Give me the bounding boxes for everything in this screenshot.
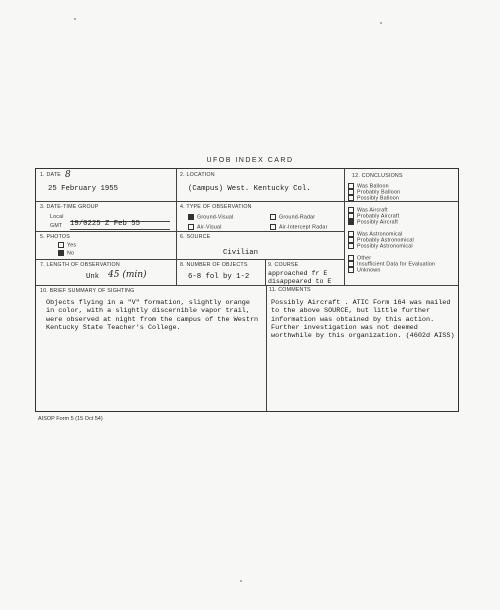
conclusion-item-label: Probably Astronomical <box>357 237 414 244</box>
course-value-line2: disappeared to E <box>268 278 332 285</box>
card-title: UFOB INDEX CARD <box>206 157 294 164</box>
location-value: (Campus) West. Kentucky Col. <box>188 185 311 193</box>
conclusion-item-label: Was Aircraft <box>357 207 388 214</box>
dtg-label: 3. DATE-TIME GROUP <box>40 204 99 210</box>
location-label: 2. LOCATION <box>180 172 215 178</box>
date-value: 25 February 1955 <box>48 185 119 193</box>
conclusion-item <box>348 219 398 225</box>
conclusion-item-label: Possibly Balloon <box>357 195 400 202</box>
dtg-local-label: Local <box>50 214 64 220</box>
photos-label: 5. PHOTOS <box>40 234 70 240</box>
type-ground-radar: Ground-Radar <box>270 214 315 220</box>
source-label: 6. SOURCE <box>180 234 211 240</box>
conclusion-checkbox <box>348 267 354 273</box>
conclusion-checkbox <box>348 195 354 201</box>
photos-yes: Yes <box>58 242 76 248</box>
conclusion-item-label: Was Astronomical <box>357 231 403 238</box>
type-label: 4. TYPE OF OBSERVATION <box>180 204 252 210</box>
summary-label: 10. BRIEF SUMMARY OF SIGHTING <box>40 288 135 294</box>
conclusion-item-label: Probably Balloon <box>357 189 401 196</box>
date-label: 1. DATE <box>40 172 62 178</box>
conclusion-item-label: Possibly Astronomical <box>357 243 413 250</box>
date-handwritten: 8 <box>65 170 71 180</box>
conclusion-item-label: Probably Aircraft <box>357 213 400 220</box>
conclusion-item-label: Insufficient Data for Evaluation <box>357 261 436 268</box>
length-handwritten: 45 (min) <box>108 270 147 280</box>
conclusion-item-label: Unknown <box>357 267 381 274</box>
comments-text: Possibly Aircraft . ATIC Form 164 was mailed to the above SOURCE, but little further information was obtained by this action. Further investigation was not deemed worthwhile by this organization. (4602d AISS) <box>271 299 455 341</box>
conclusion-item-label: Other <box>357 255 372 262</box>
photos-no: No <box>58 250 74 256</box>
type-air-intercept-radar: Air-Intercept Radar <box>270 224 328 230</box>
ufob-index-card <box>35 168 459 412</box>
conclusion-item <box>348 267 380 273</box>
conclusion-item <box>348 243 413 249</box>
dtg-gmt-label: GMT <box>50 223 63 229</box>
conclusions-label: 12. CONCLUSIONS <box>352 173 403 179</box>
course-value-line1: approached fr E <box>268 270 328 277</box>
comments-label: 11. COMMENTS <box>269 287 311 293</box>
dtg-gmt-value: 19/0225 Z Feb 55 <box>70 220 141 228</box>
conclusion-checkbox <box>348 219 354 225</box>
length-label: 7. LENGTH OF OBSERVATION <box>40 262 120 268</box>
form-number: AISOP Form 5 (15 Oct 54) <box>38 416 103 422</box>
type-air-visual: Air-Visual <box>188 224 222 230</box>
type-ground-visual: Ground-Visual <box>188 214 233 220</box>
conclusion-item-label: Was Balloon <box>357 183 389 190</box>
summary-text: Objects flying in a "V" formation, slightly orange in color, with a slightly discernible vapor trail, were observed at night from the campus of the Westrn Kentucky State Teacher's College. <box>46 299 259 332</box>
objects-label: 8. NUMBER OF OBJECTS <box>180 262 248 268</box>
conclusion-checkbox <box>348 243 354 249</box>
objects-value: 6-8 fol by 1-2 <box>188 273 250 281</box>
course-label: 9. COURSE <box>268 262 299 268</box>
source-value: Civilian <box>223 249 259 257</box>
length-value: Unk <box>86 273 100 281</box>
conclusion-item-label: Possibly Aircraft <box>357 219 399 226</box>
conclusion-item <box>348 195 399 201</box>
